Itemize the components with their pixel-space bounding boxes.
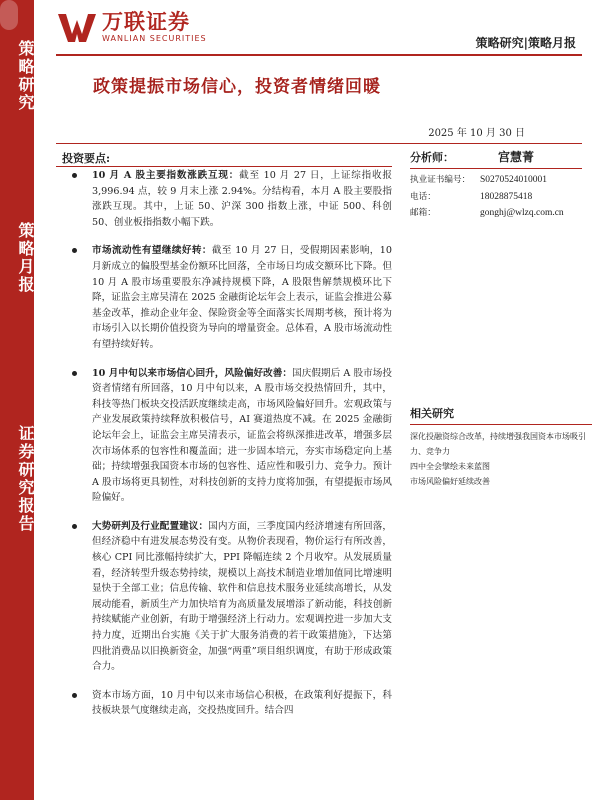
analyst-phone-label: 电话： [410,191,436,202]
report-category: 策略研究|策略月报 [475,36,576,50]
key-point-text: 国内方面，三季度国内经济增速有所回落，但经济稳中有进发展态势没有变。从物价表现看，物价运行有所改善，核心 CPI 同比涨幅持续扩大，PPI 降幅连续 2 个月收窄。从发展质量看，经济转型升级态势持续，规模以上高技术制造业增加值同比增速明显快于全部工业；信息传输、软件和信息技术服务业延续高增长，从发展动能看，新质生产力加快培育为高质量发展增添了新动能，科技创新持续赋能产业创新，有助于增强经济上行动力。宏观调控进一步加大支持力度，近期出台实施《关于扩大服务消费的若干政策措施》，下达第四批消费品以旧换新资金，加强“两重”项目组织调度，有助于形成政策合力。 [92,520,393,673]
related-research-item[interactable]: 深化投融资综合改革，持续增强我国资本市场吸引力、竞争力 [410,432,586,456]
key-point-lead: 10 月 A 股主要指数涨跌互现： [92,170,240,181]
analyst-phone-value: 18028875418 [480,191,533,202]
company-logo [56,10,207,44]
key-points-divider [56,166,392,167]
key-point-lead: 10 月中旬以来市场信心回升，风险偏好改善： [92,367,293,379]
analyst-name: 宫慧菁 [498,150,535,164]
analyst-phone-row [410,189,582,206]
analyst-divider [410,168,582,169]
related-research-box [410,405,592,489]
key-point-item [62,688,392,719]
title-divider [56,143,582,144]
key-point-item [62,243,392,352]
key-point-text: 资本市场方面，10 月中旬以来市场信心积极，在政策利好提振下，科技板块景气度继续走高，交投热度回升。结合四 [92,689,392,717]
analyst-license-value: S0270524010001 [480,175,548,185]
key-point-item [62,168,392,230]
header-divider [56,54,582,56]
related-research-item[interactable]: 四中全会擘绘未来蓝图 [410,462,490,471]
key-point-text: 截至 10 月 27 日，受假期因素影响，10 月新成立的偏股型基金份额环比回落，全市场日均成交额环比下降。但 10 月 A 股市场重要股东净减持规模下降，A 股限售解禁规模环比下降，证监会主席吴清在 2025 金融街论坛年会上表示，证监会推进公募基金改革，推动企业年金、保险资金等全面落实长周期考核，预计将为市场引入以长期价值投资为导向的增量资金。总体看，A 股市场流动性有望持续好转。 [92,245,392,350]
sidebar-label-strategy-monthly: 策略月报 [16,222,35,294]
sidebar [0,0,34,800]
related-research-item[interactable]: 市场风险偏好延续改善 [410,477,490,486]
sidebar-page-marker [0,0,18,30]
analyst-license-row [410,172,582,189]
analyst-license-label: 执业证书编号： [410,175,471,185]
logo-name-en: WANLIAN SECURITIES [102,34,207,43]
analyst-email-row [410,205,582,222]
key-points-heading: 投资要点: [62,152,111,165]
analyst-email-value[interactable]: gonghj@wlzq.com.cn [480,208,564,218]
key-point-text: 国庆假期后 A 股市场投资者情绪有所回落，10 月中旬以来，A 股市场交投热情回升，其中，科技等热门板块交投活跃度继续走高，市场风险偏好回升。宏观政策与产业发展政策持续释放积极信号，AI 赛道热度不减。在 2025 金融街论坛年会上，证监会主席吴清表示，证监会将纵深推进改革，增强多层次市场体系的包容性和覆盖面；进一步固本培元，夯实市场稳定向上基础；持续增强我国资本市场的包容性、适应性和吸引力、竞争力。预计 A 股市场将更具韧性，对科技创新的支持力度将加强，有望提振市场风险偏好。 [92,367,392,504]
key-point-item [62,366,392,506]
key-point-lead: 市场流动性有望继续好转： [92,245,212,257]
key-point-item [62,519,392,675]
sidebar-label-securities-report: 证券研究报告 [16,425,35,533]
report-date: 2025 年 10 月 30 日 [428,128,525,139]
related-research-heading: 相关研究 [410,407,454,420]
analyst-email-label: 邮箱： [410,208,436,218]
analyst-box [410,148,582,222]
sidebar-label-strategy-research: 策略研究 [16,40,35,112]
key-points-list [62,168,392,732]
related-research-divider [410,424,592,425]
report-title: 政策提振市场信心，投资者情绪回暖 [93,77,381,97]
analyst-label: 分析师： [410,151,454,164]
key-point-text: 截至 10 月 27 日，上证综指收报 3,996.94 点，较 9 月末上涨 2.94%。分结构看，本月 A 股主要股指涨跌互现。其中，上证 50、沪深 300 指数上涨，中证 500、科创 50、创业板指指数小幅下跌。 [92,170,392,228]
key-point-lead: 大势研判及行业配置建议： [92,520,209,532]
wanlian-logo-icon [56,10,98,44]
logo-name-cn: 万联证券 [102,10,190,34]
